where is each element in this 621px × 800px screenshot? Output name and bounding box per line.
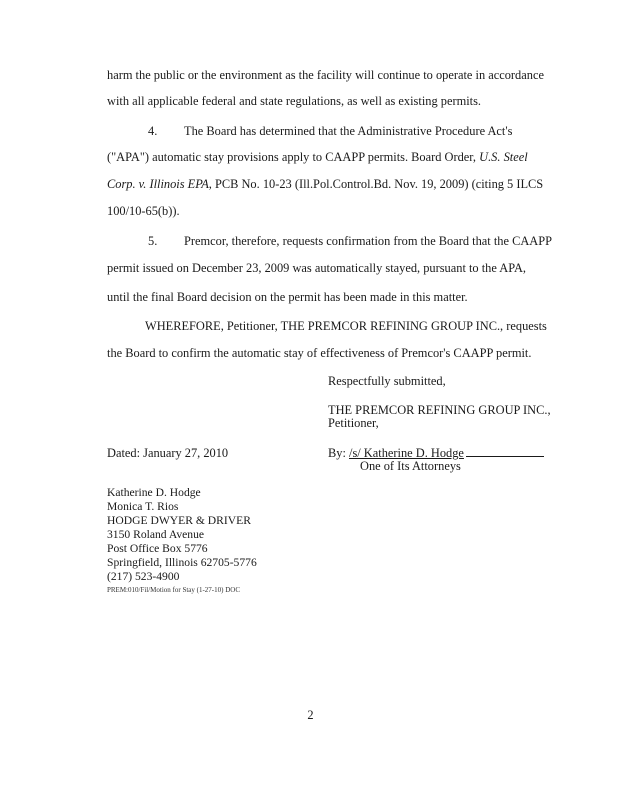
body-line: 100/10-65(b)). — [107, 204, 180, 218]
electronic-signature: /s/ Katherine D. Hodge — [349, 446, 464, 460]
body-line: with all applicable federal and state regulations, as well as existing permits. — [107, 94, 482, 108]
case-citation: U.S. Steel — [479, 150, 528, 164]
body-line: The Board has determined that the Administrative Procedure Act's — [184, 124, 513, 138]
party-role: Petitioner, — [328, 416, 379, 430]
counsel-line: Monica T. Rios — [107, 500, 179, 513]
body-line: harm the public or the environment as the facility will continue to operate in accordance — [107, 68, 544, 82]
body-line: Premcor, therefore, requests confirmation from the Board that the CAAPP — [184, 234, 553, 248]
counsel-line: (217) 523-4900 — [107, 570, 180, 583]
file-reference: PREM:010/Fil/Motion for Stay (1-27-10) DOC — [107, 586, 241, 594]
by-label: By: — [328, 446, 349, 460]
counsel-line: Katherine D. Hodge — [107, 486, 201, 499]
body-line: the Board to confirm the automatic stay of effectiveness of Premcor's CAAPP permit. — [107, 346, 532, 360]
body-text: ("APA") automatic stay provisions apply to CAAPP permits. Board Order, — [107, 150, 480, 164]
signature-line — [328, 446, 544, 460]
counsel-line: Springfield, Illinois 62705-5776 — [107, 556, 257, 569]
page-number: 2 — [307, 708, 314, 722]
body-line: permit issued on December 23, 2009 was automatically stayed, pursuant to the APA, — [107, 261, 527, 275]
counsel-line: Post Office Box 5776 — [107, 542, 208, 555]
closing: Respectfully submitted, — [328, 374, 446, 388]
attorney-role: One of Its Attorneys — [360, 459, 461, 473]
body-line: WHEREFORE, Petitioner, THE PREMCOR REFINING GROUP INC., requests — [145, 319, 547, 333]
body-line — [107, 177, 543, 191]
signature-blank — [466, 446, 544, 457]
paragraph-number: 5. — [148, 234, 158, 248]
body-line — [107, 150, 528, 164]
counsel-line: HODGE DWYER & DRIVER — [107, 514, 251, 527]
counsel-line: 3150 Roland Avenue — [107, 528, 205, 541]
date-line: Dated: January 27, 2010 — [107, 446, 229, 460]
body-line: until the final Board decision on the permit has been made in this matter. — [107, 290, 468, 304]
case-citation: Corp. v. Illinois EPA — [107, 177, 209, 191]
body-text: , PCB No. 10-23 (Ill.Pol.Control.Bd. Nov. 19, 2009) (citing 5 ILCS — [208, 177, 544, 191]
company-name: THE PREMCOR REFINING GROUP INC., — [328, 403, 551, 417]
paragraph-number: 4. — [148, 124, 158, 138]
